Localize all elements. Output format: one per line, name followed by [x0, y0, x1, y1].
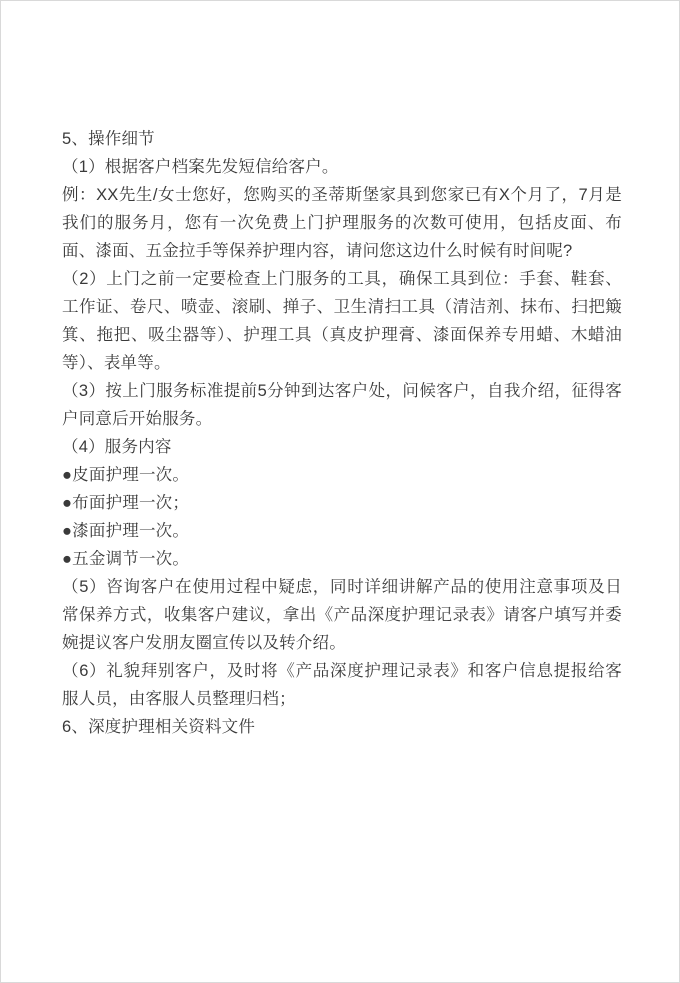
service-bullet-fabric: ●布面护理一次； — [62, 494, 190, 512]
sms-example-paragraph: 例：XX先生/女士您好，您购买的圣蒂斯堡家具到您家已有X个月了，7月是我们的服务月，您有一次免费上门护理服务的次数可使用，包括皮面、布面、漆面、五金拉手等保养护理内容，请问您这边什么时候有时间呢? — [62, 186, 622, 260]
section-6-heading: 6、深度护理相关资料文件 — [62, 718, 256, 736]
service-bullet-hardware: ●五金调节一次。 — [62, 550, 190, 568]
item-6-paragraph: （6）礼貌拜别客户，及时将《产品深度护理记录表》和客户信息提报给客服人员，由客服人员整理归档； — [62, 662, 622, 708]
item-3-paragraph: （3）按上门服务标准提前5分钟到达客户处，问候客户，自我介绍，征得客户同意后开始服务。 — [62, 382, 622, 428]
item-4-heading: （4）服务内容 — [62, 438, 172, 456]
document-content — [1, 1, 679, 741]
item-2-paragraph: （2）上门之前一定要检查上门服务的工具，确保工具到位：手套、鞋套、工作证、卷尺、喷壶、滚刷、掸子、卫生清扫工具（清洁剂、抹布、扫把簸箕、拖把、吸尘器等）、护理工具（真皮护理膏、漆面保养专用蜡、木蜡油等）、表单等。 — [62, 270, 622, 372]
item-5-paragraph: （5）咨询客户在使用过程中疑虑，同时详细讲解产品的使用注意事项及日常保养方式，收集客户建议，拿出《产品深度护理记录表》请客户填写并委婉提议客户发朋友圈宣传以及转介绍。 — [62, 578, 622, 652]
section-5-heading: 5、操作细节 — [62, 130, 155, 148]
service-bullet-leather: ●皮面护理一次。 — [62, 466, 190, 484]
service-bullet-lacquer: ●漆面护理一次。 — [62, 522, 190, 540]
item-1-paragraph: （1）根据客户档案先发短信给客户。 — [62, 158, 339, 176]
